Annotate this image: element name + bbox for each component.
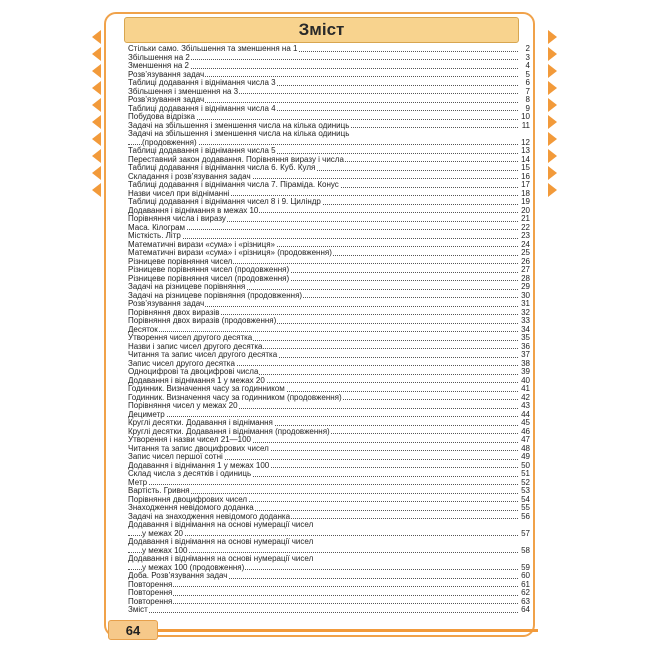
toc-entry-page: 32 [521, 307, 530, 317]
toc-entry-title: Маса. Кілограм [128, 222, 186, 232]
toc-entry-title: Переставний закон додавання. Порівняння виразу і числа [128, 154, 344, 164]
toc-entry-title: Задачі на різницеве порівняння [128, 282, 246, 291]
toc-entry-title: Утворення чисел другого десятка [128, 333, 253, 342]
toc-entry-title: Порівняння чисел у межах 20 [128, 401, 238, 410]
toc-entry-title: Запис чисел першої сотні [128, 452, 223, 461]
toc-entry [128, 598, 530, 607]
toc-entry-title: Повторення [128, 588, 173, 597]
page-number: 64 [108, 620, 158, 640]
dot-leader [128, 586, 518, 587]
table-of-contents [128, 45, 530, 615]
toc-entry-page: 16 [521, 171, 530, 181]
toc-entry-page: 12 [521, 137, 530, 147]
toc-entry-page: 56 [521, 511, 530, 521]
toc-entry-title: Вартість. Гривня [128, 486, 190, 495]
toc-entry-page: 7 [525, 86, 530, 96]
toc-entry-page: 49 [521, 452, 530, 461]
toc-entry-title: Розв’язування задач [128, 69, 205, 79]
toc-entry-page: 41 [521, 384, 530, 393]
toc-entry-title: Назви і запис чисел другого десятка [128, 341, 263, 351]
toc-entry-title: Задачі на різницеве порівняння (продовження) [128, 290, 303, 300]
toc-entry-page: 64 [521, 605, 530, 614]
toc-entry-page: 28 [521, 273, 530, 283]
toc-entry-title: Повторення [128, 579, 173, 589]
toc-entry-title: Круглі десятки. Додавання і віднімання (продовження) [128, 426, 330, 436]
toc-entry-title: Читання та запис двоцифрових чисел [128, 443, 269, 453]
toc-entry-page: 60 [521, 571, 530, 580]
toc-entry-title: Збільшення і зменшення на 3 [128, 86, 239, 96]
toc-entry-title: (продовження) [142, 137, 197, 147]
toc-entry-title: Круглі десятки. Додавання і віднімання [128, 418, 273, 427]
toc-entry-page: 14 [521, 154, 530, 164]
toc-entry-page: 18 [521, 188, 530, 198]
toc-entry-title: Таблиці додавання і віднімання числа 3 [128, 78, 276, 87]
toc-entry-title: Збільшення на 2 [128, 52, 190, 62]
toc-entry-title: Додавання і віднімання 1 у межах 20 [128, 375, 265, 385]
toc-entry-title: у межах 100 (продовження) [142, 562, 245, 572]
toc-entry [128, 521, 530, 530]
toc-entry-page: 50 [521, 460, 530, 470]
toc-entry-title: Складання і розв’язування задач [128, 171, 251, 181]
toc-entry-title: Різницеве порівняння чисел (продовження) [128, 265, 290, 274]
toc-entry-title: Додавання і віднімання на основі нумерації чисел [128, 554, 314, 563]
toc-entry-page: 20 [521, 205, 530, 215]
toc-entry-title: Додавання і віднімання на основі нумерації чисел [128, 520, 314, 529]
toc-entry-page: 30 [521, 290, 530, 300]
toc-entry-title: Задачі на збільшення і зменшення числа на кілька одиниць [128, 120, 350, 130]
toc-entry-page: 39 [521, 367, 530, 376]
toc-entry-page: 15 [521, 163, 530, 172]
toc-entry-page: 34 [521, 324, 530, 334]
toc-entry-page: 25 [521, 248, 530, 257]
toc-entry-page: 33 [521, 316, 530, 325]
toc-entry-title: Задачі на збільшення і зменшення числа на кілька одиниць [128, 129, 350, 138]
toc-entry-page: 4 [525, 61, 530, 70]
toc-entry-title: Математичні вирази «сума» і «різниця» (продовження) [128, 248, 332, 257]
toc-entry-page: 6 [525, 78, 530, 87]
toc-entry-page: 54 [521, 494, 530, 504]
toc-entry-page: 51 [521, 469, 530, 478]
toc-entry-title: Стільки само. Збільшення та зменшення на 1 [128, 44, 298, 53]
toc-entry-page: 31 [521, 299, 530, 308]
toc-entry-title: Годинник. Визначення часу за годинником [128, 384, 285, 393]
toc-entry-title: Порівняння двох виразів (продовження) [128, 316, 277, 325]
toc-entry [128, 589, 530, 598]
toc-entry-page: 62 [521, 588, 530, 597]
toc-entry-title: Десяток [128, 324, 158, 334]
toc-entry-title: у межах 100 [142, 545, 188, 555]
toc-entry-title: Назви чисел при відніманні [128, 188, 230, 198]
page-title: Зміст [124, 17, 519, 43]
toc-entry-title: Задачі на знаходження невідомого доданка [128, 511, 291, 521]
toc-entry-page: 63 [521, 596, 530, 606]
right-chevron-decoration [548, 30, 558, 200]
dot-leader [128, 595, 518, 596]
toc-entry-title: Розв’язування задач [128, 299, 205, 308]
toc-entry-page: 19 [521, 197, 530, 206]
toc-entry-page: 10 [521, 112, 530, 121]
toc-entry-title: Зміст [128, 605, 148, 614]
toc-entry-page: 24 [521, 239, 530, 249]
toc-entry [128, 317, 530, 326]
toc-entry-page: 55 [521, 503, 530, 512]
footer-stripe [158, 629, 538, 632]
toc-entry-title: Порівняння числа і виразу [128, 214, 226, 223]
dot-leader [128, 229, 518, 230]
toc-entry-title: Порівняння двох виразів [128, 307, 220, 317]
toc-entry-title: Таблиці додавання і віднімання числа 5 [128, 146, 276, 155]
toc-entry-title: Розв’язування задач [128, 95, 205, 104]
toc-entry-page: 53 [521, 486, 530, 495]
toc-entry-title: Додавання і віднімання 1 у межах 100 [128, 460, 270, 470]
toc-entry-page: 9 [525, 103, 530, 113]
dot-leader [128, 331, 518, 332]
toc-entry [128, 572, 530, 581]
toc-entry-title: Знаходження невідомого доданка [128, 503, 254, 512]
toc-entry-page: 26 [521, 256, 530, 266]
toc-entry-title: Годинник. Визначення часу за годинником (продовження) [128, 392, 342, 402]
toc-entry [128, 470, 530, 479]
toc-entry-page: 27 [521, 265, 530, 274]
toc-entry-page: 47 [521, 435, 530, 444]
toc-entry-title: у межах 20 [142, 528, 184, 538]
toc-entry [128, 215, 530, 224]
toc-entry-title: Дециметр [128, 409, 165, 419]
toc-entry-title: Математичні вирази «сума» і «різниця» [128, 239, 276, 249]
toc-entry-page: 45 [521, 418, 530, 427]
dot-leader [128, 416, 518, 417]
toc-entry-title: Таблиці додавання і віднімання числа 4 [128, 103, 276, 113]
toc-entry-title: Місткість. Літр [128, 231, 181, 240]
toc-entry-page: 40 [521, 375, 530, 385]
dot-leader [128, 535, 518, 536]
toc-entry [128, 402, 530, 411]
toc-entry-page: 58 [521, 545, 530, 555]
toc-entry-title: Одноцифрові та двоцифрові числа [128, 367, 259, 376]
toc-entry-page: 3 [525, 52, 530, 62]
toc-entry-title: Читання та запис чисел другого десятка [128, 350, 278, 359]
toc-entry-page: 22 [521, 222, 530, 232]
toc-entry-title: Таблиці додавання і віднімання чисел 8 і 9. Циліндр [128, 197, 321, 206]
toc-entry-page: 13 [521, 146, 530, 155]
toc-entry [128, 606, 530, 615]
toc-entry-page: 59 [521, 562, 530, 572]
toc-entry-page: 44 [521, 409, 530, 419]
toc-entry-page: 42 [521, 392, 530, 402]
toc-entry-page: 23 [521, 231, 530, 240]
toc-entry-page: 17 [521, 180, 530, 189]
dot-leader [128, 612, 518, 613]
toc-entry-title: Побудова відрізка [128, 112, 196, 121]
dot-leader [128, 484, 518, 485]
toc-entry-title: Порівняння двоцифрових чисел [128, 494, 248, 504]
toc-entry-title: Утворення і назви чисел 21—100 [128, 435, 251, 444]
toc-entry-page: 11 [521, 120, 530, 130]
dot-leader [128, 603, 518, 604]
toc-entry-title: Різницеве порівняння чисел [128, 256, 233, 266]
toc-entry-title: Таблиці додавання і віднімання числа 6. Куб. Куля [128, 163, 316, 172]
toc-entry-title: Зменшення на 2 [128, 61, 189, 70]
toc-entry-page: 46 [521, 426, 530, 436]
toc-entry-title: Доба. Розв’язування задач [128, 571, 228, 580]
toc-entry-page: 43 [521, 401, 530, 410]
toc-entry-page: 52 [521, 477, 530, 487]
toc-entry-page: 36 [521, 341, 530, 351]
toc-entry-page: 8 [525, 95, 530, 104]
toc-entry [128, 581, 530, 590]
toc-entry-title: Метр [128, 477, 148, 487]
toc-entry-page: 5 [525, 69, 530, 79]
left-chevron-decoration [92, 30, 102, 200]
toc-entry [128, 224, 530, 233]
toc-entry-page: 57 [521, 528, 530, 538]
toc-entry [128, 538, 530, 547]
toc-entry-page: 2 [525, 44, 530, 53]
toc-entry-title: Повторення [128, 596, 173, 606]
toc-entry-title: Склад числа з десятків і одиниць [128, 469, 252, 478]
toc-entry-page: 61 [521, 579, 530, 589]
toc-entry-title: Таблиці додавання і віднімання числа 7. Піраміда. Конус [128, 180, 339, 189]
toc-entry-page: 37 [521, 350, 530, 359]
toc-entry-page: 35 [521, 333, 530, 342]
dot-leader [128, 238, 518, 239]
toc-entry-title: Запис чисел другого десятка [128, 358, 235, 368]
toc-entry-page: 38 [521, 358, 530, 368]
toc-entry-title: Додавання і віднімання в межах 10 [128, 205, 259, 215]
toc-entry-title: Додавання і віднімання на основі нумерації чисел [128, 537, 314, 546]
toc-entry-page: 21 [521, 214, 530, 223]
toc-entry-page: 29 [521, 282, 530, 291]
toc-entry-title: Різницеве порівняння чисел (продовження) [128, 273, 290, 283]
toc-entry-page: 48 [521, 443, 530, 453]
